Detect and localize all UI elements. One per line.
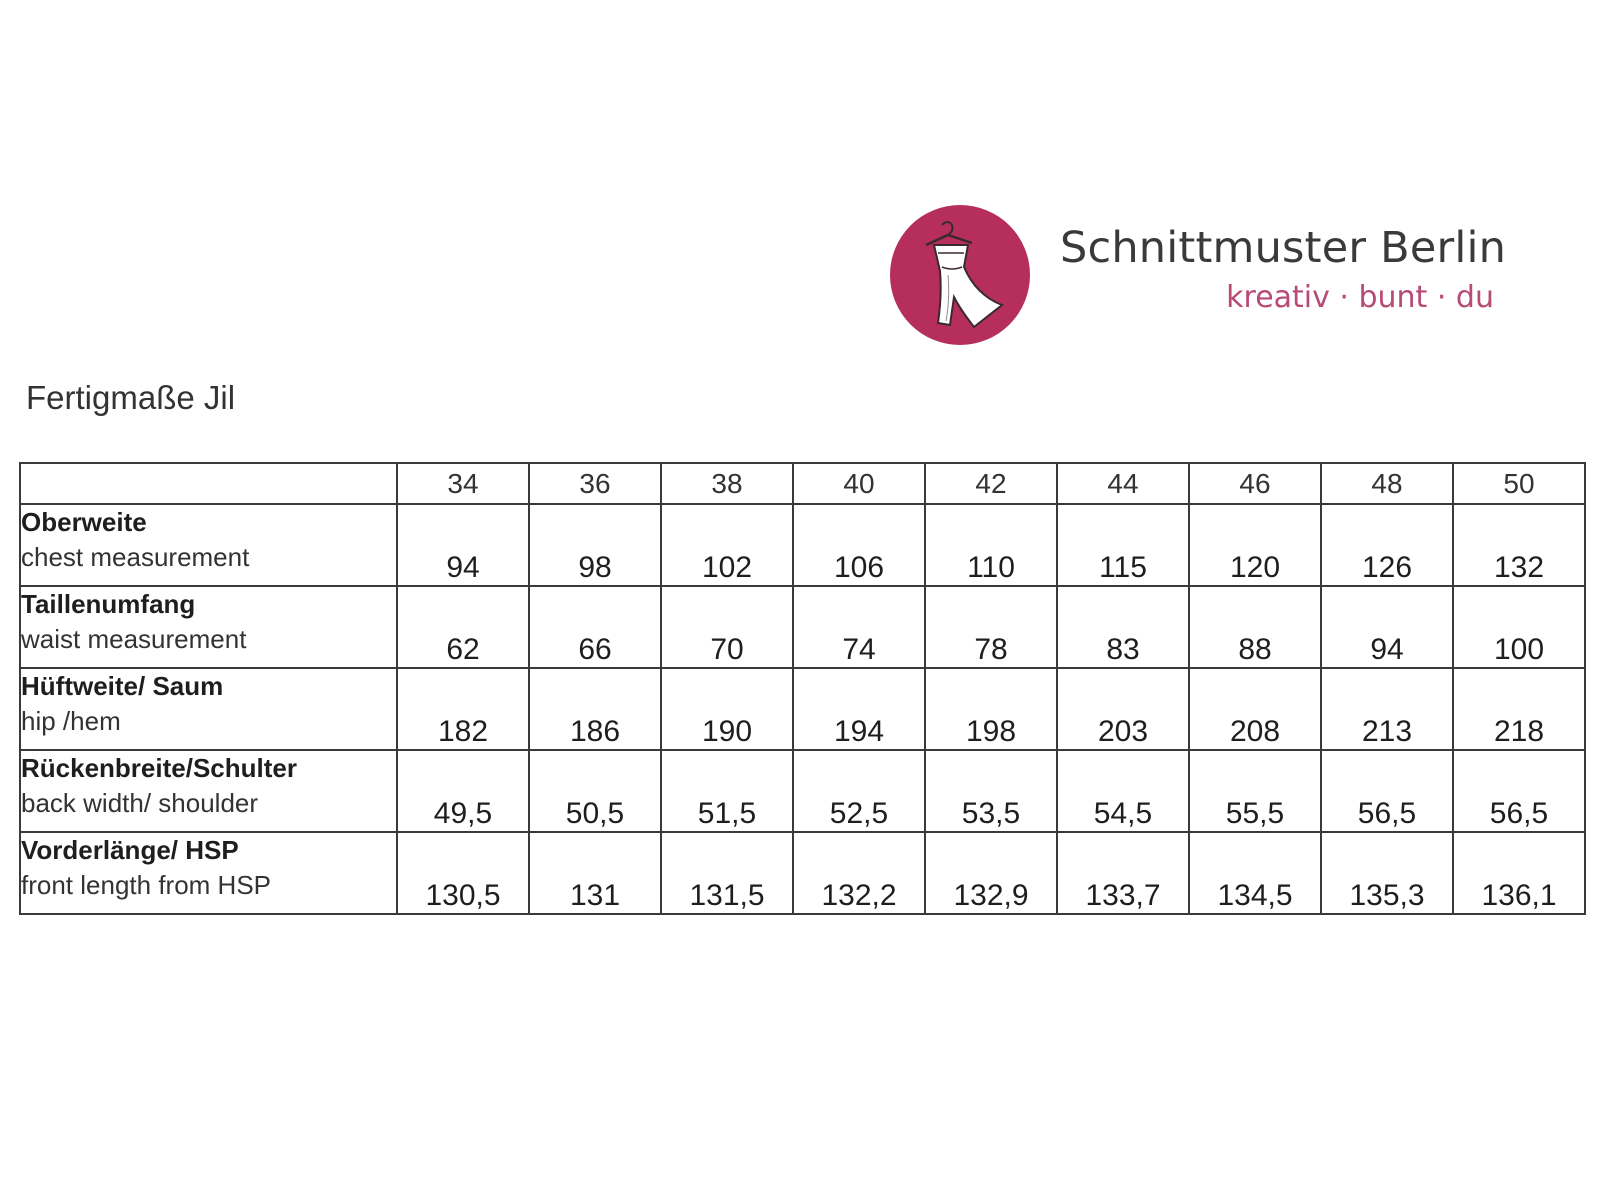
header-blank-cell xyxy=(20,463,397,504)
value-cell: 54,5 xyxy=(1057,750,1189,832)
table-row xyxy=(20,832,1585,914)
value-cell: 98 xyxy=(529,504,661,586)
value-cell: 203 xyxy=(1057,668,1189,750)
brand-name: Schnittmuster Berlin xyxy=(1060,223,1507,273)
table-row xyxy=(20,750,1585,832)
value-cell: 115 xyxy=(1057,504,1189,586)
value-cell: 186 xyxy=(529,668,661,750)
table-row xyxy=(20,504,1585,586)
row-label-german: Oberweite xyxy=(21,507,147,537)
value-cell: 132 xyxy=(1453,504,1585,586)
value-cell: 52,5 xyxy=(793,750,925,832)
value-cell: 83 xyxy=(1057,586,1189,668)
value-cell: 190 xyxy=(661,668,793,750)
value-cell: 131 xyxy=(529,832,661,914)
value-cell: 208 xyxy=(1189,668,1321,750)
value-cell: 51,5 xyxy=(661,750,793,832)
row-label-english: front length from HSP xyxy=(21,870,271,900)
value-cell: 94 xyxy=(397,504,529,586)
size-measurement-table xyxy=(19,462,1586,915)
value-cell: 53,5 xyxy=(925,750,1057,832)
size-header-cell: 48 xyxy=(1321,463,1453,504)
row-label-english: back width/ shoulder xyxy=(21,788,259,818)
value-cell: 213 xyxy=(1321,668,1453,750)
value-cell: 55,5 xyxy=(1189,750,1321,832)
brand-tagline: kreativ · bunt · du xyxy=(1226,280,1494,315)
value-cell: 126 xyxy=(1321,504,1453,586)
row-label-english: waist measurement xyxy=(21,624,247,654)
value-cell: 194 xyxy=(793,668,925,750)
value-cell: 134,5 xyxy=(1189,832,1321,914)
row-label-german: Taillenumfang xyxy=(21,589,196,619)
table-row xyxy=(20,586,1585,668)
row-label-cell xyxy=(20,504,397,586)
dress-on-hanger-icon xyxy=(890,205,1030,345)
value-cell: 50,5 xyxy=(529,750,661,832)
value-cell: 133,7 xyxy=(1057,832,1189,914)
logo-badge xyxy=(890,205,1030,345)
document-title: Fertigmaße Jil xyxy=(26,379,236,416)
value-cell: 49,5 xyxy=(397,750,529,832)
value-cell: 100 xyxy=(1453,586,1585,668)
value-cell: 120 xyxy=(1189,504,1321,586)
row-label-cell xyxy=(20,832,397,914)
value-cell: 135,3 xyxy=(1321,832,1453,914)
size-header-cell: 34 xyxy=(397,463,529,504)
value-cell: 132,2 xyxy=(793,832,925,914)
value-cell: 56,5 xyxy=(1453,750,1585,832)
row-label-cell xyxy=(20,668,397,750)
value-cell: 130,5 xyxy=(397,832,529,914)
value-cell: 74 xyxy=(793,586,925,668)
row-label-german: Rückenbreite/Schulter xyxy=(21,753,297,783)
row-label-german: Hüftweite/ Saum xyxy=(21,671,224,701)
value-cell: 94 xyxy=(1321,586,1453,668)
value-cell: 56,5 xyxy=(1321,750,1453,832)
value-cell: 110 xyxy=(925,504,1057,586)
value-cell: 218 xyxy=(1453,668,1585,750)
size-header-cell: 50 xyxy=(1453,463,1585,504)
size-header-cell: 40 xyxy=(793,463,925,504)
size-header-row xyxy=(20,463,1585,504)
value-cell: 66 xyxy=(529,586,661,668)
row-label-english: chest measurement xyxy=(21,542,250,572)
row-label-cell xyxy=(20,750,397,832)
value-cell: 132,9 xyxy=(925,832,1057,914)
size-header-cell: 36 xyxy=(529,463,661,504)
value-cell: 136,1 xyxy=(1453,832,1585,914)
row-label-german: Vorderlänge/ HSP xyxy=(21,835,239,865)
value-cell: 78 xyxy=(925,586,1057,668)
value-cell: 182 xyxy=(397,668,529,750)
table-row xyxy=(20,668,1585,750)
size-header-cell: 38 xyxy=(661,463,793,504)
value-cell: 106 xyxy=(793,504,925,586)
row-label-english: hip /hem xyxy=(21,706,121,736)
size-header-cell: 42 xyxy=(925,463,1057,504)
value-cell: 62 xyxy=(397,586,529,668)
value-cell: 70 xyxy=(661,586,793,668)
value-cell: 88 xyxy=(1189,586,1321,668)
brand-logo xyxy=(890,205,1530,345)
value-cell: 198 xyxy=(925,668,1057,750)
value-cell: 131,5 xyxy=(661,832,793,914)
value-cell: 102 xyxy=(661,504,793,586)
size-header-cell: 44 xyxy=(1057,463,1189,504)
size-header-cell: 46 xyxy=(1189,463,1321,504)
row-label-cell xyxy=(20,586,397,668)
